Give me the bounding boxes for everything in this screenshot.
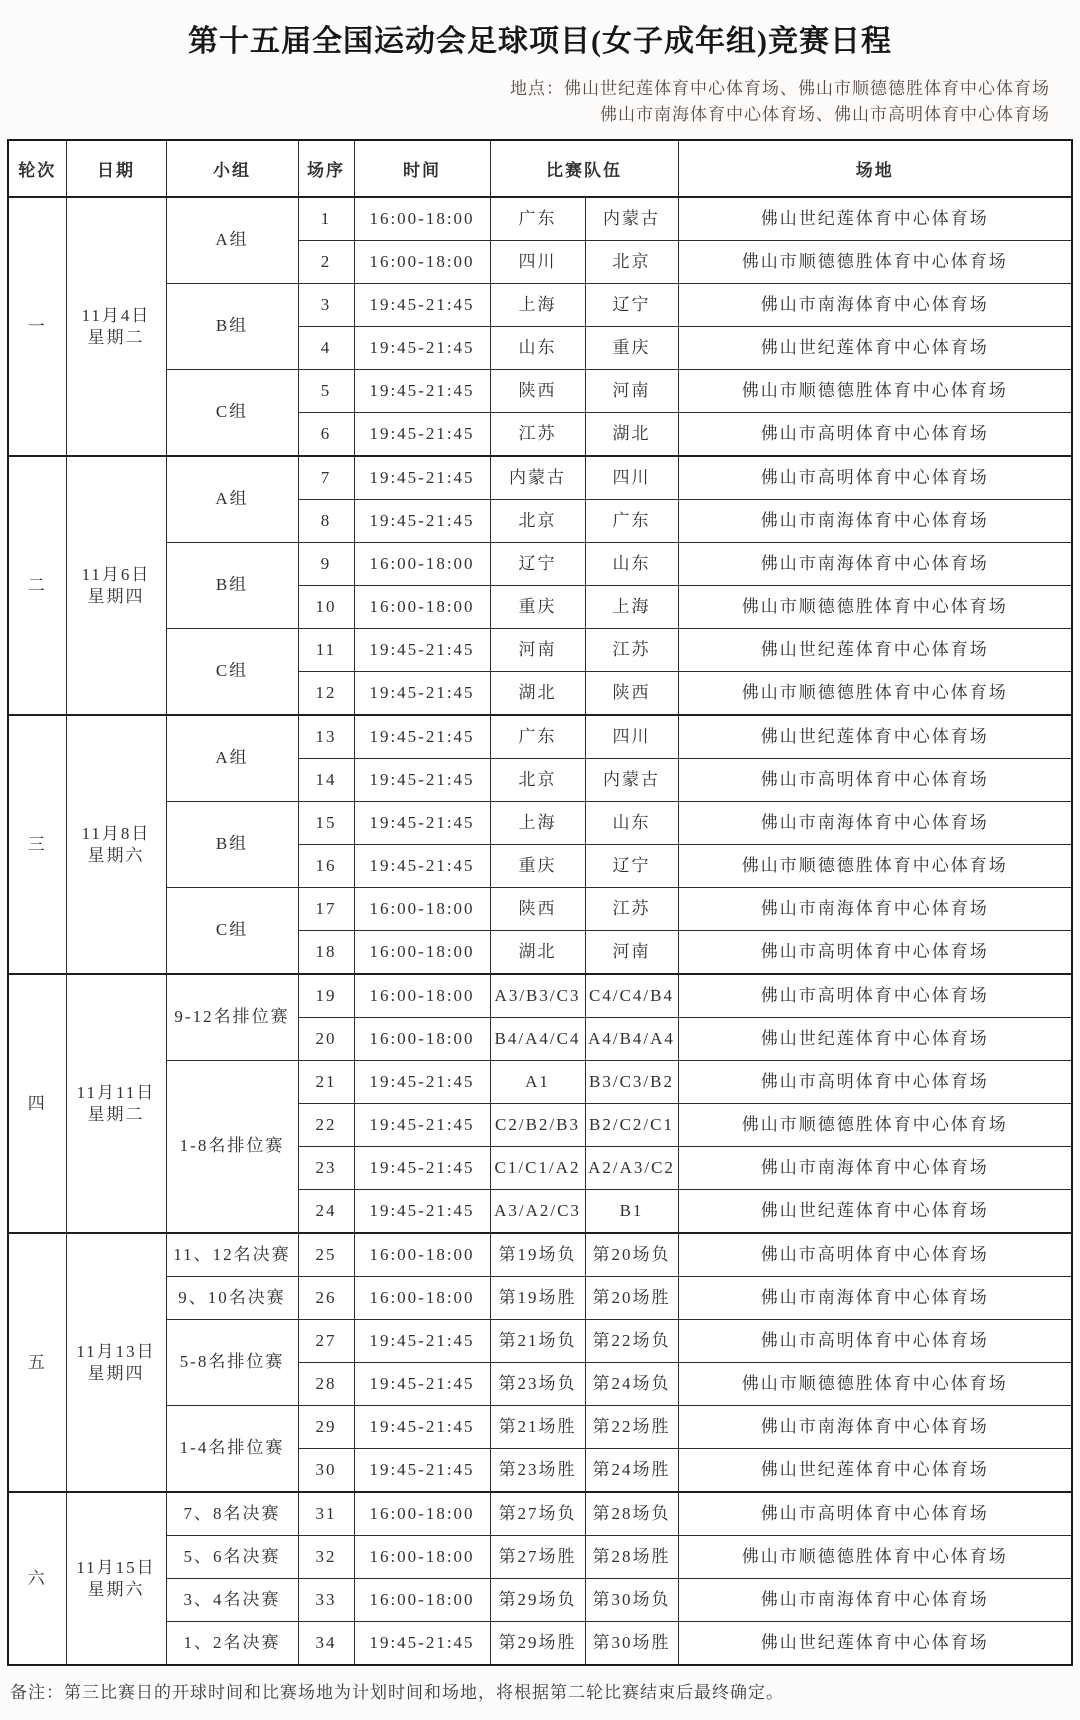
venue-cell: 佛山市南海体育中心体育场 [678,284,1072,327]
match-no-cell: 22 [298,1104,354,1147]
venue-cell: 佛山市南海体育中心体育场 [678,1147,1072,1190]
time-cell: 16:00-18:00 [354,586,490,629]
location-block [0,76,1080,127]
table-row [8,715,1072,759]
time-cell: 19:45-21:45 [354,1190,490,1234]
group-cell: 5、6名决赛 [166,1536,298,1579]
venue-cell: 佛山世纪莲体育中心体育场 [678,1622,1072,1666]
venue-cell: 佛山市高明体育中心体育场 [678,974,1072,1018]
match-no-cell: 6 [298,413,354,457]
time-cell: 16:00-18:00 [354,197,490,241]
table-row [8,1233,1072,1277]
match-no-cell: 13 [298,715,354,759]
table-row [8,370,1072,413]
team1-cell: 河南 [490,629,585,672]
venue-cell: 佛山市顺德德胜体育中心体育场 [678,1363,1072,1406]
round-cell: 六 [8,1492,66,1665]
time-cell: 16:00-18:00 [354,931,490,975]
team2-cell: 山东 [585,802,678,845]
group-cell: B组 [166,284,298,370]
team1-cell: 北京 [490,500,585,543]
col-header-venue: 场地 [678,140,1072,197]
table-row [8,629,1072,672]
time-cell: 19:45-21:45 [354,1061,490,1104]
match-no-cell: 8 [298,500,354,543]
time-cell: 19:45-21:45 [354,1363,490,1406]
team1-cell: 重庆 [490,586,585,629]
team1-cell: 湖北 [490,931,585,975]
team1-cell: 第27场负 [490,1492,585,1536]
time-cell: 16:00-18:00 [354,1277,490,1320]
team1-cell: 陕西 [490,888,585,931]
venue-cell: 佛山市南海体育中心体育场 [678,802,1072,845]
table-row [8,1320,1072,1363]
match-no-cell: 28 [298,1363,354,1406]
time-cell: 19:45-21:45 [354,759,490,802]
round-cell: 三 [8,715,66,974]
team2-cell: 辽宁 [585,845,678,888]
team1-cell: 广东 [490,197,585,241]
team1-cell: 第21场负 [490,1320,585,1363]
date-cell: 11月6日 星期四 [66,456,166,715]
team1-cell: 第27场胜 [490,1536,585,1579]
time-cell: 19:45-21:45 [354,845,490,888]
team2-cell: 北京 [585,241,678,284]
table-row [8,1536,1072,1579]
time-cell: 19:45-21:45 [354,1449,490,1493]
table-row [8,1277,1072,1320]
match-no-cell: 14 [298,759,354,802]
group-cell: 5-8名排位赛 [166,1320,298,1406]
round-cell: 四 [8,974,66,1233]
team1-cell: C1/C1/A2 [490,1147,585,1190]
date-cell: 11月13日 星期四 [66,1233,166,1492]
table-row [8,1579,1072,1622]
team1-cell: 第21场胜 [490,1406,585,1449]
venue-cell: 佛山世纪莲体育中心体育场 [678,1449,1072,1493]
match-no-cell: 20 [298,1018,354,1061]
group-cell: 9-12名排位赛 [166,974,298,1061]
time-cell: 19:45-21:45 [354,1406,490,1449]
match-no-cell: 4 [298,327,354,370]
time-cell: 16:00-18:00 [354,1233,490,1277]
time-cell: 19:45-21:45 [354,672,490,716]
venue-cell: 佛山市高明体育中心体育场 [678,1061,1072,1104]
venue-cell: 佛山市高明体育中心体育场 [678,413,1072,457]
match-no-cell: 23 [298,1147,354,1190]
table-row [8,197,1072,241]
col-header-teams: 比赛队伍 [490,140,678,197]
venue-cell: 佛山市高明体育中心体育场 [678,1492,1072,1536]
team1-cell: A3/A2/C3 [490,1190,585,1234]
team2-cell: 第28场负 [585,1492,678,1536]
venue-cell: 佛山世纪莲体育中心体育场 [678,629,1072,672]
time-cell: 16:00-18:00 [354,1579,490,1622]
table-row [8,888,1072,931]
time-cell: 16:00-18:00 [354,1536,490,1579]
group-cell: B组 [166,543,298,629]
col-header-time: 时间 [354,140,490,197]
team2-cell: 湖北 [585,413,678,457]
venue-cell: 佛山世纪莲体育中心体育场 [678,327,1072,370]
team2-cell: 第20场负 [585,1233,678,1277]
time-cell: 19:45-21:45 [354,1622,490,1666]
team2-cell: 第22场胜 [585,1406,678,1449]
team2-cell: 第22场负 [585,1320,678,1363]
team2-cell: 第28场胜 [585,1536,678,1579]
time-cell: 19:45-21:45 [354,370,490,413]
team1-cell: 辽宁 [490,543,585,586]
team1-cell: 上海 [490,284,585,327]
table-row [8,974,1072,1018]
team2-cell: A2/A3/C2 [585,1147,678,1190]
date-cell: 11月11日 星期二 [66,974,166,1233]
time-cell: 16:00-18:00 [354,888,490,931]
team1-cell: A1 [490,1061,585,1104]
venue-cell: 佛山市高明体育中心体育场 [678,759,1072,802]
team1-cell: 第19场胜 [490,1277,585,1320]
team2-cell: 江苏 [585,629,678,672]
team2-cell: 重庆 [585,327,678,370]
group-cell: 1、2名决赛 [166,1622,298,1666]
team1-cell: 北京 [490,759,585,802]
table-row [8,543,1072,586]
time-cell: 19:45-21:45 [354,327,490,370]
round-cell: 一 [8,197,66,456]
date-cell: 11月8日 星期六 [66,715,166,974]
team1-cell: 内蒙古 [490,456,585,500]
team1-cell: 第23场胜 [490,1449,585,1493]
team2-cell: 第24场负 [585,1363,678,1406]
table-row [8,1622,1072,1666]
match-no-cell: 9 [298,543,354,586]
time-cell: 19:45-21:45 [354,629,490,672]
team2-cell: 辽宁 [585,284,678,327]
team1-cell: 四川 [490,241,585,284]
location-line-2: 佛山市南海体育中心体育场、佛山市高明体育中心体育场 [600,104,1050,124]
date-cell: 11月4日 星期二 [66,197,166,456]
col-header-matchno: 场序 [298,140,354,197]
venue-cell: 佛山世纪莲体育中心体育场 [678,1190,1072,1234]
group-cell: 7、8名决赛 [166,1492,298,1536]
team2-cell: C4/C4/B4 [585,974,678,1018]
match-no-cell: 7 [298,456,354,500]
match-no-cell: 1 [298,197,354,241]
match-no-cell: 2 [298,241,354,284]
group-cell: B组 [166,802,298,888]
venue-cell: 佛山市高明体育中心体育场 [678,931,1072,975]
group-cell: 11、12名决赛 [166,1233,298,1277]
venue-cell: 佛山市南海体育中心体育场 [678,1406,1072,1449]
match-no-cell: 19 [298,974,354,1018]
page-title: 第十五届全国运动会足球项目(女子成年组)竞赛日程 [188,25,892,58]
venue-cell: 佛山市高明体育中心体育场 [678,456,1072,500]
table-row [8,1406,1072,1449]
team1-cell: 第19场负 [490,1233,585,1277]
time-cell: 16:00-18:00 [354,1492,490,1536]
venue-cell: 佛山市高明体育中心体育场 [678,1320,1072,1363]
time-cell: 16:00-18:00 [354,241,490,284]
time-cell: 16:00-18:00 [354,543,490,586]
team2-cell: 第30场胜 [585,1622,678,1666]
group-cell: C组 [166,888,298,975]
match-no-cell: 17 [298,888,354,931]
match-no-cell: 16 [298,845,354,888]
time-cell: 16:00-18:00 [354,974,490,1018]
group-cell: A组 [166,456,298,543]
team2-cell: 河南 [585,370,678,413]
table-row [8,1492,1072,1536]
table-row [8,456,1072,500]
time-cell: 19:45-21:45 [354,1147,490,1190]
match-no-cell: 27 [298,1320,354,1363]
team1-cell: 山东 [490,327,585,370]
col-header-group: 小组 [166,140,298,197]
location-line-1: 地点：佛山世纪莲体育中心体育场、佛山市顺德德胜体育中心体育场 [510,79,1050,98]
match-no-cell: 24 [298,1190,354,1234]
venue-cell: 佛山市南海体育中心体育场 [678,543,1072,586]
match-no-cell: 32 [298,1536,354,1579]
time-cell: 19:45-21:45 [354,715,490,759]
team1-cell: 广东 [490,715,585,759]
match-no-cell: 12 [298,672,354,716]
match-no-cell: 29 [298,1406,354,1449]
time-cell: 19:45-21:45 [354,802,490,845]
team1-cell: B4/A4/C4 [490,1018,585,1061]
team2-cell: 四川 [585,456,678,500]
match-no-cell: 21 [298,1061,354,1104]
note-text: 备注：第三比赛日的开球时间和比赛场地为计划时间和场地，将根据第二轮比赛结束后最终确定。 [10,1683,784,1702]
venue-cell: 佛山市高明体育中心体育场 [678,1233,1072,1277]
time-cell: 19:45-21:45 [354,413,490,457]
round-cell: 二 [8,456,66,715]
team2-cell: B2/C2/C1 [585,1104,678,1147]
match-no-cell: 26 [298,1277,354,1320]
match-no-cell: 30 [298,1449,354,1493]
table-row [8,802,1072,845]
time-cell: 19:45-21:45 [354,500,490,543]
group-cell: C组 [166,370,298,457]
date-cell: 11月15日 星期六 [66,1492,166,1665]
team2-cell: 第20场胜 [585,1277,678,1320]
group-cell: A组 [166,715,298,802]
venue-cell: 佛山市顺德德胜体育中心体育场 [678,1536,1072,1579]
team1-cell: 第29场胜 [490,1622,585,1666]
match-no-cell: 5 [298,370,354,413]
match-no-cell: 11 [298,629,354,672]
group-cell: C组 [166,629,298,716]
col-header-date: 日期 [66,140,166,197]
team1-cell: 江苏 [490,413,585,457]
team1-cell: 第23场负 [490,1363,585,1406]
team2-cell: A4/B4/A4 [585,1018,678,1061]
match-no-cell: 31 [298,1492,354,1536]
team2-cell: 第24场胜 [585,1449,678,1493]
time-cell: 19:45-21:45 [354,1104,490,1147]
team2-cell: B3/C3/B2 [585,1061,678,1104]
team1-cell: 湖北 [490,672,585,716]
match-no-cell: 33 [298,1579,354,1622]
col-header-round: 轮次 [8,140,66,197]
schedule-table [7,139,1073,1666]
venue-cell: 佛山市顺德德胜体育中心体育场 [678,241,1072,284]
table-row [8,284,1072,327]
venue-cell: 佛山市顺德德胜体育中心体育场 [678,845,1072,888]
round-cell: 五 [8,1233,66,1492]
group-cell: 9、10名决赛 [166,1277,298,1320]
venue-cell: 佛山世纪莲体育中心体育场 [678,197,1072,241]
venue-cell: 佛山市顺德德胜体育中心体育场 [678,672,1072,716]
team2-cell: B1 [585,1190,678,1234]
team1-cell: 上海 [490,802,585,845]
match-no-cell: 15 [298,802,354,845]
match-no-cell: 3 [298,284,354,327]
match-no-cell: 25 [298,1233,354,1277]
table-row [8,1061,1072,1104]
venue-cell: 佛山市南海体育中心体育场 [678,500,1072,543]
team2-cell: 河南 [585,931,678,975]
venue-cell: 佛山市顺德德胜体育中心体育场 [678,586,1072,629]
team2-cell: 内蒙古 [585,197,678,241]
time-cell: 16:00-18:00 [354,1018,490,1061]
team2-cell: 陕西 [585,672,678,716]
group-cell: 1-8名排位赛 [166,1061,298,1234]
group-cell: 1-4名排位赛 [166,1406,298,1493]
group-cell: 3、4名决赛 [166,1579,298,1622]
team1-cell: 陕西 [490,370,585,413]
team2-cell: 广东 [585,500,678,543]
team2-cell: 江苏 [585,888,678,931]
time-cell: 19:45-21:45 [354,284,490,327]
match-no-cell: 10 [298,586,354,629]
venue-cell: 佛山市顺德德胜体育中心体育场 [678,1104,1072,1147]
match-no-cell: 34 [298,1622,354,1666]
team2-cell: 四川 [585,715,678,759]
team1-cell: 第29场负 [490,1579,585,1622]
group-cell: A组 [166,197,298,284]
team2-cell: 第30场负 [585,1579,678,1622]
venue-cell: 佛山市南海体育中心体育场 [678,1277,1072,1320]
team2-cell: 上海 [585,586,678,629]
team2-cell: 山东 [585,543,678,586]
match-no-cell: 18 [298,931,354,975]
team2-cell: 内蒙古 [585,759,678,802]
time-cell: 19:45-21:45 [354,1320,490,1363]
venue-cell: 佛山世纪莲体育中心体育场 [678,715,1072,759]
team1-cell: C2/B2/B3 [490,1104,585,1147]
venue-cell: 佛山市南海体育中心体育场 [678,1579,1072,1622]
venue-cell: 佛山市顺德德胜体育中心体育场 [678,370,1072,413]
header-row [8,140,1072,197]
team1-cell: A3/B3/C3 [490,974,585,1018]
time-cell: 19:45-21:45 [354,456,490,500]
venue-cell: 佛山市南海体育中心体育场 [678,888,1072,931]
team1-cell: 重庆 [490,845,585,888]
venue-cell: 佛山世纪莲体育中心体育场 [678,1018,1072,1061]
